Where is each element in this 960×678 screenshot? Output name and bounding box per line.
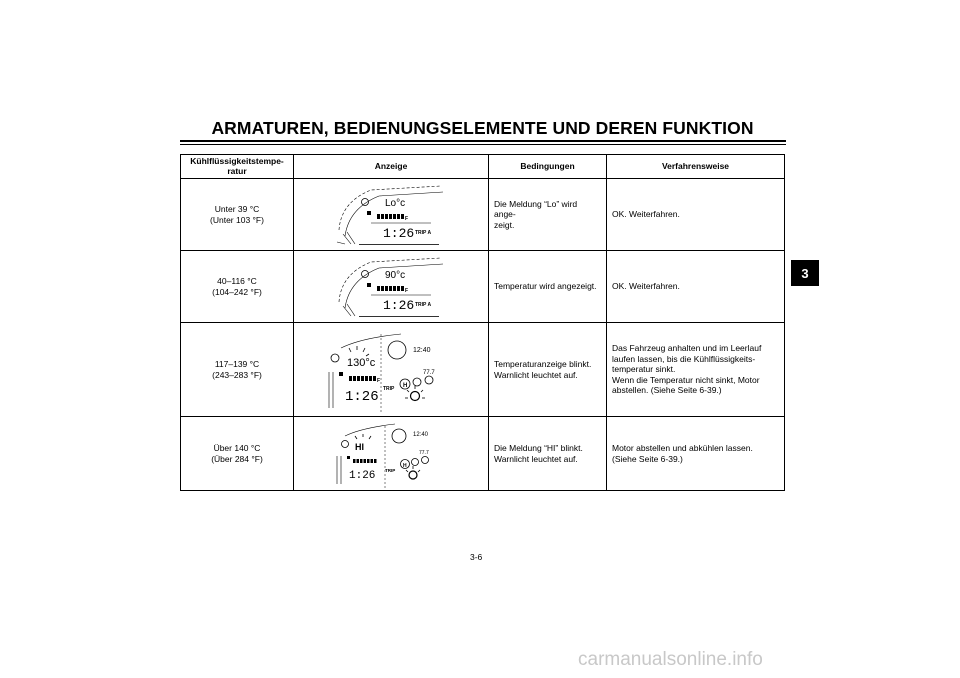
clock-readout: 12:40	[413, 431, 429, 438]
odometer-readout: 77.7	[423, 369, 435, 376]
condition-cell	[489, 179, 607, 251]
instrument-display-hi-illustration	[331, 420, 451, 488]
odometer-readout: 77.7	[419, 449, 429, 456]
procedure-cell	[607, 251, 785, 323]
table-row	[181, 323, 785, 417]
header-coolant-temperature: Kühlflüssigkeitstempe- ratur	[181, 155, 294, 179]
table-row	[181, 179, 785, 251]
time-readout: 1:26	[383, 225, 415, 241]
temp-cell	[181, 323, 294, 417]
procedure-text: Motor abstellen und abkühlen lassen. (Siehe Seite 6-39.)	[612, 443, 753, 464]
temp-cell	[181, 251, 294, 323]
temperature-reading: Lo°c	[385, 197, 406, 209]
procedure-text: Das Fahrzeug anhalten und im Leerlauf laufen lassen, bis die Kühlflüssigkeits- temperatur sinkt. Wenn die Temperatur nicht sinkt, Motor abstellen. (Siehe Seite 6-39.)	[612, 343, 762, 396]
coolant-warning-light-icon	[411, 391, 420, 400]
svg-text:F: F	[405, 287, 409, 294]
clock-readout: 12:40	[413, 346, 431, 354]
header-conditions: Bedingungen	[489, 155, 607, 179]
svg-text:H: H	[403, 382, 408, 389]
title-rule-thick	[180, 140, 786, 142]
condition-cell	[489, 417, 607, 491]
temp-cell	[181, 179, 294, 251]
condition-text: Die Meldung “HI” blinkt. Warnlicht leuchtet auf.	[494, 443, 583, 464]
procedure-text: OK. Weiterfahren.	[612, 281, 680, 292]
procedure-cell	[607, 323, 785, 417]
condition-cell	[489, 251, 607, 323]
instrument-display-normal-illustration	[331, 254, 451, 320]
page-number: 3-6	[470, 552, 483, 562]
page-title: ARMATUREN, BEDIENUNGSELEMENTE UND DEREN FUNKTION	[211, 118, 754, 138]
time-readout: 1:26	[345, 388, 379, 405]
header-display: Anzeige	[294, 155, 489, 179]
trip-label: TRIP A	[415, 229, 432, 236]
condition-text: Temperatur wird angezeigt.	[494, 281, 597, 292]
temp-range: Unter 39 °C (Unter 103 °F)	[210, 203, 264, 225]
procedure-cell	[607, 179, 785, 251]
temp-range: Über 140 °C (Über 284 °F)	[211, 442, 263, 464]
svg-text:F: F	[405, 215, 409, 222]
temperature-reading: 90°c	[385, 269, 406, 281]
temperature-reading: HI	[355, 441, 364, 452]
table-row	[181, 251, 785, 323]
temperature-reading: 130°c	[347, 356, 376, 369]
display-cell	[294, 251, 489, 323]
coolant-temperature-table	[180, 154, 785, 491]
title-rule-thin	[180, 144, 786, 145]
condition-text: Temperaturanzeige blinkt. Warnlicht leuchtet auf.	[494, 359, 592, 380]
table-row	[181, 417, 785, 491]
trip-label: TRIP	[385, 467, 396, 473]
display-cell	[294, 417, 489, 491]
condition-cell	[489, 323, 607, 417]
svg-text:F: F	[377, 377, 381, 384]
watermark[interactable]: carmanualsonline.info	[578, 649, 763, 670]
instrument-display-lo-illustration	[331, 182, 451, 248]
coolant-warning-light-icon	[409, 471, 417, 479]
chapter-tab: 3	[791, 260, 819, 286]
trip-label: TRIP A	[415, 301, 432, 308]
temp-range: 40–116 °C (104–242 °F)	[212, 275, 262, 297]
display-cell	[294, 323, 489, 417]
condition-text: Die Meldung “Lo” wird ange- zeigt.	[494, 198, 578, 230]
svg-text:H: H	[403, 462, 407, 469]
instrument-display-warning-illustration	[321, 328, 461, 412]
procedure-text: OK. Weiterfahren.	[612, 209, 680, 220]
temp-range: 117–139 °C (243–283 °F)	[212, 358, 262, 380]
header-procedure: Verfahrensweise	[607, 155, 785, 179]
display-cell	[294, 179, 489, 251]
table-header-row	[181, 155, 785, 179]
time-readout: 1:26	[383, 297, 415, 313]
procedure-cell	[607, 417, 785, 491]
trip-label: TRIP	[383, 385, 395, 392]
time-readout: 1:26	[349, 469, 376, 482]
temp-cell	[181, 417, 294, 491]
